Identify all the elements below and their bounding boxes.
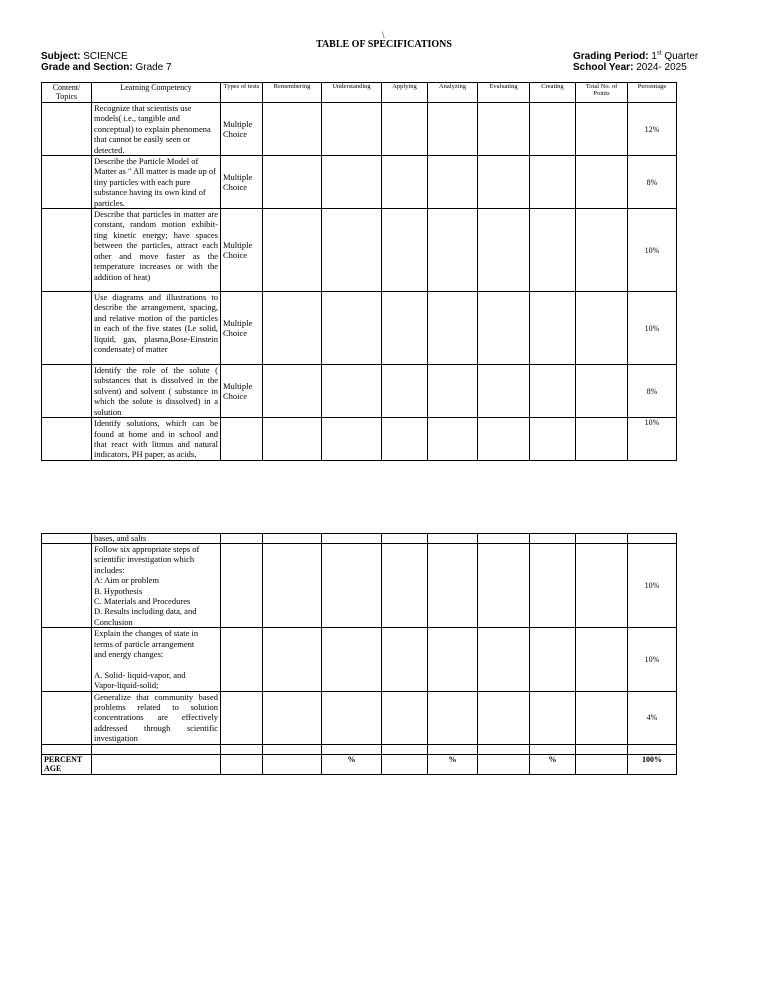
cell-total	[576, 534, 628, 544]
competency-line: C. Materials and Procedures	[94, 596, 191, 607]
cell-remembering	[263, 103, 322, 156]
cell-competency	[92, 628, 221, 691]
cell-blank	[221, 754, 263, 774]
cell-percentage: 8%	[628, 156, 677, 209]
cell-analyzing	[428, 156, 478, 209]
cell-percentage: 12%	[628, 103, 677, 156]
cell-applying	[382, 544, 428, 628]
cell-competency	[92, 544, 221, 628]
table-row	[42, 292, 677, 365]
cell-analyzing	[428, 292, 478, 365]
cell-analyzing	[428, 209, 478, 292]
competency-line: Conclusion	[94, 616, 133, 627]
cell-blank	[322, 744, 382, 754]
cell-creating	[530, 103, 576, 156]
competency-line: scientific investigation which	[94, 554, 195, 565]
competency-line: B. Hypothesis	[94, 585, 143, 596]
header-mark: \	[382, 30, 385, 40]
cell-blank	[530, 744, 576, 754]
cell-remembering	[263, 418, 322, 461]
cell-remembering	[263, 292, 322, 365]
footer-percentage-total: 100%	[628, 754, 677, 774]
competency-line: D. Results including data, and	[94, 606, 197, 617]
table-row	[42, 534, 677, 544]
cell-applying	[382, 209, 428, 292]
cell-topic	[42, 103, 92, 156]
cell-topic	[42, 365, 92, 418]
footer-understanding: %	[322, 754, 382, 774]
cell-understanding	[322, 691, 382, 744]
cell-test-type	[221, 544, 263, 628]
cell-percentage: 10%	[628, 544, 677, 628]
col-understanding: Understanding	[322, 83, 382, 103]
cell-analyzing	[428, 365, 478, 418]
competency-line: terms of particle arrangement	[94, 638, 195, 649]
cell-applying	[382, 292, 428, 365]
competency-line: Explain the changes of state in	[94, 628, 199, 639]
cell-percentage: 10%	[628, 628, 677, 691]
cell-understanding	[322, 628, 382, 691]
cell-creating	[530, 292, 576, 365]
cell-total	[576, 209, 628, 292]
cell-total	[576, 628, 628, 691]
cell-applying	[382, 534, 428, 544]
cell-evaluating	[478, 292, 530, 365]
cell-test-type: Multiple Choice	[221, 156, 263, 209]
cell-blank	[92, 754, 221, 774]
subject-value: SCIENCE	[83, 51, 128, 62]
subject-line	[41, 51, 128, 62]
cell-evaluating	[478, 544, 530, 628]
cell-test-type	[221, 628, 263, 691]
table-row	[42, 365, 677, 418]
col-total-points: Total No. of Points	[576, 83, 628, 103]
cell-competency: Recognize that scientists use models( i.e., tangible and conceptual) to explain phenomena that cannot be easily seen or detected.	[92, 103, 221, 156]
cell-applying	[382, 103, 428, 156]
cell-remembering	[263, 365, 322, 418]
cell-understanding	[322, 292, 382, 365]
cell-test-type	[221, 418, 263, 461]
cell-test-type: Multiple Choice	[221, 103, 263, 156]
cell-understanding	[322, 156, 382, 209]
grade-value: Grade 7	[135, 62, 172, 73]
col-applying: Applying	[382, 83, 428, 103]
cell-understanding	[322, 209, 382, 292]
cell-topic	[42, 292, 92, 365]
cell-percentage: 10%	[628, 292, 677, 365]
col-evaluating: Evaluating	[478, 83, 530, 103]
grading-period-line	[573, 51, 698, 62]
cell-understanding	[322, 365, 382, 418]
cell-blank	[42, 744, 92, 754]
competency-line: includes:	[94, 564, 125, 575]
cell-percentage: 10%	[628, 209, 677, 292]
cell-blank	[263, 754, 322, 774]
cell-blank	[382, 744, 428, 754]
specification-table-part-2	[41, 533, 677, 775]
table-row-blank	[42, 744, 677, 754]
cell-topic	[42, 418, 92, 461]
competency-line	[94, 659, 218, 669]
table-row	[42, 544, 677, 628]
cell-evaluating	[478, 534, 530, 544]
cell-creating	[530, 534, 576, 544]
footer-label: PERCENT AGE	[42, 754, 92, 774]
cell-creating	[530, 628, 576, 691]
cell-percentage: 4%	[628, 691, 677, 744]
cell-applying	[382, 365, 428, 418]
cell-blank	[478, 744, 530, 754]
cell-evaluating	[478, 418, 530, 461]
cell-evaluating	[478, 365, 530, 418]
competency-line: and energy changes:	[94, 649, 164, 660]
competency-line: Follow six appropriate steps of	[94, 544, 200, 554]
cell-evaluating	[478, 103, 530, 156]
cell-test-type	[221, 691, 263, 744]
cell-percentage: 8%	[628, 365, 677, 418]
cell-analyzing	[428, 691, 478, 744]
cell-percentage: 10%	[628, 418, 677, 461]
footer-creating: %	[530, 754, 576, 774]
cell-analyzing	[428, 103, 478, 156]
cell-test-type: Multiple Choice	[221, 292, 263, 365]
subject-label: Subject:	[41, 51, 81, 62]
cell-blank	[263, 744, 322, 754]
cell-blank	[478, 754, 530, 774]
col-types-of-tests: Types of tests	[221, 83, 263, 103]
cell-applying	[382, 691, 428, 744]
cell-test-type: Multiple Choice	[221, 209, 263, 292]
cell-competency: Describe the Particle Model of Matter as " All matter is made up of tiny particles with each pure substance having its own kind of particles.	[92, 156, 221, 209]
col-percentage: Percentage	[628, 83, 677, 103]
school-year-label: School Year:	[573, 62, 634, 73]
cell-understanding	[322, 103, 382, 156]
competency-line: A. Solid- liquid-vapor, and	[94, 669, 186, 680]
cell-total	[576, 544, 628, 628]
cell-total	[576, 103, 628, 156]
table-row	[42, 156, 677, 209]
cell-understanding	[322, 418, 382, 461]
document-title: TABLE OF SPECIFICATIONS	[316, 39, 452, 50]
cell-blank	[576, 744, 628, 754]
table-row	[42, 628, 677, 691]
cell-analyzing	[428, 534, 478, 544]
cell-remembering	[263, 156, 322, 209]
cell-blank	[576, 754, 628, 774]
cell-understanding	[322, 534, 382, 544]
table-row	[42, 103, 677, 156]
table-footer-row	[42, 754, 677, 774]
grade-label: Grade and Section:	[41, 62, 133, 73]
cell-evaluating	[478, 156, 530, 209]
cell-blank	[92, 744, 221, 754]
cell-total	[576, 418, 628, 461]
cell-blank	[221, 744, 263, 754]
competency-line: A: Aim or problem	[94, 575, 159, 586]
cell-analyzing	[428, 628, 478, 691]
col-creating: Creating	[530, 83, 576, 103]
cell-competency-continued: bases, and salts	[92, 534, 221, 544]
specification-table-part-1	[41, 82, 677, 461]
cell-creating	[530, 156, 576, 209]
cell-remembering	[263, 534, 322, 544]
cell-analyzing	[428, 544, 478, 628]
table-row	[42, 418, 677, 461]
grading-period-number: 1	[651, 51, 657, 62]
cell-analyzing	[428, 418, 478, 461]
cell-competency: Generalize that community based problems related to solution concentrations are effectively addressed through scientific investigation	[92, 691, 221, 744]
cell-creating	[530, 418, 576, 461]
grading-period-quarter: Quarter	[664, 51, 699, 62]
cell-blank	[628, 744, 677, 754]
cell-competency: Use diagrams and illustrations to describe the arrangement, spacing, and relative motion of the particles in each of the five states (I.e solid, liquid, gas, plasma,Bose-Einstein condensate) of matter	[92, 292, 221, 365]
cell-competency: Identify solutions, which can be found at home and in school and that react with litmus and natural indicators, PH paper, as acids,	[92, 418, 221, 461]
cell-creating	[530, 544, 576, 628]
cell-remembering	[263, 544, 322, 628]
cell-total	[576, 691, 628, 744]
cell-topic	[42, 628, 92, 691]
cell-topic	[42, 691, 92, 744]
cell-applying	[382, 628, 428, 691]
school-year-line	[573, 62, 687, 73]
col-remembering: Remembering	[263, 83, 322, 103]
cell-remembering	[263, 628, 322, 691]
cell-topic	[42, 156, 92, 209]
cell-total	[576, 156, 628, 209]
cell-total	[576, 365, 628, 418]
cell-applying	[382, 418, 428, 461]
cell-total	[576, 292, 628, 365]
cell-understanding	[322, 544, 382, 628]
cell-creating	[530, 209, 576, 292]
cell-test-type	[221, 534, 263, 544]
cell-remembering	[263, 209, 322, 292]
cell-blank	[428, 744, 478, 754]
grading-period-suffix: st	[656, 50, 662, 57]
col-content-topics: Content/ Topics	[42, 83, 92, 103]
cell-topic	[42, 544, 92, 628]
grade-line	[41, 62, 172, 73]
cell-creating	[530, 691, 576, 744]
school-year-value: 2024- 2025	[636, 62, 687, 73]
cell-applying	[382, 156, 428, 209]
cell-test-type: Multiple Choice	[221, 365, 263, 418]
table-row	[42, 691, 677, 744]
cell-topic	[42, 209, 92, 292]
grading-period-label: Grading Period:	[573, 51, 649, 62]
col-learning-competency: Learning Competency	[92, 83, 221, 103]
cell-competency: Identify the role of the solute ( substances that is dissolved in the solvent) and solvent ( substance in which the solute is dissolved) in a solution	[92, 365, 221, 418]
table-row	[42, 209, 677, 292]
col-analyzing: Analyzing	[428, 83, 478, 103]
footer-analyzing: %	[428, 754, 478, 774]
cell-competency: Describe that particles in matter are constant, random motion exhibit-ting kinetic energy; have spaces between the particles, attract each other and move faster as the temperature increases or with the addition of heat)	[92, 209, 221, 292]
table-header-row	[42, 83, 677, 103]
cell-evaluating	[478, 691, 530, 744]
cell-evaluating	[478, 209, 530, 292]
cell-remembering	[263, 691, 322, 744]
cell-percentage	[628, 534, 677, 544]
cell-evaluating	[478, 628, 530, 691]
cell-creating	[530, 365, 576, 418]
competency-line: Vapor-liquid-solid;	[94, 680, 159, 691]
cell-topic	[42, 534, 92, 544]
cell-blank	[382, 754, 428, 774]
